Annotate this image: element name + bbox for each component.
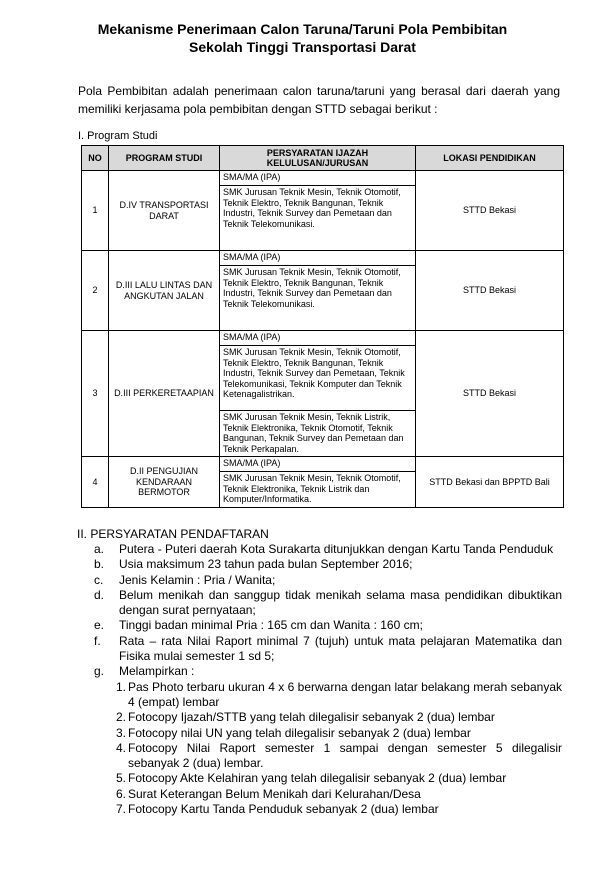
section-1-heading: I. Program Studi xyxy=(78,130,158,142)
list-marker: b. xyxy=(94,557,105,572)
cell-no: 1 xyxy=(82,171,109,251)
cell-requirement: SMK Jurusan Teknik Mesin, Teknik Listrik, Teknik Elektronika, Teknik Otomotif, Teknik Bangunan, Teknik Survey dan Pemetaan dan Teknik Perkapalan. xyxy=(220,411,416,457)
list-marker: 6. xyxy=(116,786,127,801)
attachments-list xyxy=(116,680,562,818)
cell-requirement: SMA/MA (IPA) xyxy=(220,251,416,266)
table-header-row xyxy=(82,146,564,171)
cell-program: D.II PENGUJIAN KENDARAAN BERMOTOR xyxy=(109,457,220,508)
list-marker: 4. xyxy=(116,740,127,755)
list-marker: d. xyxy=(94,587,105,602)
list-marker: a. xyxy=(94,542,105,556)
list-text: Melampirkan : xyxy=(119,664,195,679)
list-text: Tinggi badan minimal Pria : 165 cm dan Wanita : 160 cm; xyxy=(119,618,423,633)
list-marker: 1. xyxy=(116,679,127,694)
intro-paragraph: Pola Pembibitan adalah penerimaan calon taruna/taruni yang berasal dari daerah yang memiliki kerjasama pola pembibitan dengan STTD sebagai berikut : xyxy=(78,84,560,116)
title-line-2: Sekolah Tinggi Transportasi Darat xyxy=(189,39,416,55)
table-row xyxy=(82,251,564,266)
section-2-heading: II. PERSYARATAN PENDAFTARAN xyxy=(77,527,269,541)
list-marker: 7. xyxy=(116,802,127,817)
list-marker: e. xyxy=(94,618,105,633)
list-marker: 2. xyxy=(116,710,127,725)
cell-no: 3 xyxy=(82,331,109,457)
cell-lokasi: STTD Bekasi xyxy=(416,251,564,331)
list-text: Pas Photo terbaru ukuran 4 x 6 berwarna dengan latar belakang merah sebanyak 4 (empat) lembar xyxy=(128,679,562,709)
cell-lokasi: STTD Bekasi xyxy=(416,171,564,251)
list-text: Putera - Puteri daerah Kota Surakarta ditunjukkan dengan Kartu Tanda Penduduk xyxy=(119,542,554,556)
header-persyaratan: PERSYARATAN IJAZAH KELULUSAN/JURUSAN xyxy=(220,146,416,171)
list-marker: f. xyxy=(94,633,101,648)
attachment-item xyxy=(116,680,562,711)
list-item xyxy=(94,542,562,557)
cell-no: 2 xyxy=(82,251,109,331)
attachment-item xyxy=(116,771,562,786)
list-text: Usia maksimum 23 tahun pada bulan September 2016; xyxy=(119,557,413,572)
cell-requirement: SMA/MA (IPA) xyxy=(220,457,416,472)
cell-requirement: SMA/MA (IPA) xyxy=(220,171,416,186)
list-text: Surat Keterangan Belum Menikah dari Kelurahan/Desa xyxy=(128,786,421,801)
list-item xyxy=(94,557,562,572)
header-program: PROGRAM STUDI xyxy=(109,146,220,171)
list-item xyxy=(94,588,562,619)
cell-requirement: SMK Jurusan Teknik Mesin, Teknik Otomotif, Teknik Elektro, Teknik Bangunan, Teknik Industri, Teknik Survey dan Pemetaan, Teknik Telekomunikasi, Teknik Komputer dan Teknik Ketenagalistrikan. xyxy=(220,346,416,411)
list-text: Rata – rata Nilai Raport minimal 7 (tujuh) untuk mata pelajaran Matematika dan Fisika mulai semester 1 sd 5; xyxy=(119,633,562,664)
attachment-item xyxy=(116,726,562,741)
cell-lokasi: STTD Bekasi xyxy=(416,331,564,457)
cell-requirement: SMA/MA (IPA) xyxy=(220,331,416,346)
title-line-1: Mekanisme Penerimaan Calon Taruna/Taruni Pola Pembibitan xyxy=(97,21,508,37)
cell-requirement: SMK Jurusan Teknik Mesin, Teknik Otomotif, Teknik Elektro, Teknik Bangunan, Teknik Industri, Teknik Survey dan Pemetaan dan Teknik Telekomunikasi. xyxy=(220,186,416,251)
list-item xyxy=(94,634,562,665)
attachment-item xyxy=(116,787,562,802)
header-lokasi: LOKASI PENDIDIKAN xyxy=(416,146,564,171)
cell-program: D.III PERKERETAAPIAN xyxy=(109,331,220,457)
list-text: Fotocopy Ijazah/STTB yang telah dilegalisir sebanyak 2 (dua) lembar xyxy=(128,710,495,725)
list-marker: g. xyxy=(94,664,105,679)
list-text: Belum menikah dan sanggup tidak menikah selama masa pendidikan dibuktikan dengan surat pernyataan; xyxy=(119,587,562,618)
page-title xyxy=(0,20,605,56)
cell-program: D.III LALU LINTAS DAN ANGKUTAN JALAN xyxy=(109,251,220,331)
list-text: Fotocopy nilai UN yang telah dilegalisir sebanyak 2 (dua) lembar xyxy=(128,725,471,740)
program-studi-table xyxy=(81,145,564,508)
attachment-item xyxy=(116,710,562,725)
cell-program: D.IV TRANSPORTASI DARAT xyxy=(109,171,220,251)
list-marker: c. xyxy=(94,572,104,587)
list-text: Fotocopy Nilai Raport semester 1 sampai dengan semester 5 dilegalisir sebanyak 2 (dua) lembar. xyxy=(128,740,562,771)
requirements-list xyxy=(94,542,562,817)
list-text: Fotocopy Akte Kelahiran yang telah dilegalisir sebanyak 2 (dua) lembar xyxy=(128,771,507,786)
cell-lokasi: STTD Bekasi dan BPPTD Bali xyxy=(416,457,564,508)
header-no: NO xyxy=(82,146,109,171)
list-text: Jenis Kelamin : Pria / Wanita; xyxy=(119,572,276,587)
list-marker: 5. xyxy=(116,771,127,786)
cell-requirement: SMK Jurusan Teknik Mesin, Teknik Otomotif, Teknik Elektronika, Teknik Listrik dan Komputer/Informatika. xyxy=(220,472,416,508)
table-row xyxy=(82,171,564,186)
table-row xyxy=(82,457,564,472)
list-item xyxy=(94,573,562,588)
cell-requirement: SMK Jurusan Teknik Mesin, Teknik Otomotif, Teknik Elektro, Teknik Bangunan, Teknik Industri, Teknik Survey dan Pemetaan dan Teknik Telekomunikasi. xyxy=(220,266,416,331)
list-item xyxy=(94,664,562,679)
attachment-item xyxy=(116,741,562,772)
list-item xyxy=(94,618,562,633)
list-marker: 3. xyxy=(116,725,127,740)
cell-no: 4 xyxy=(82,457,109,508)
table-row xyxy=(82,331,564,346)
attachment-item xyxy=(116,802,562,817)
list-text: Fotocopy Kartu Tanda Penduduk sebanyak 2 (dua) lembar xyxy=(128,802,439,817)
